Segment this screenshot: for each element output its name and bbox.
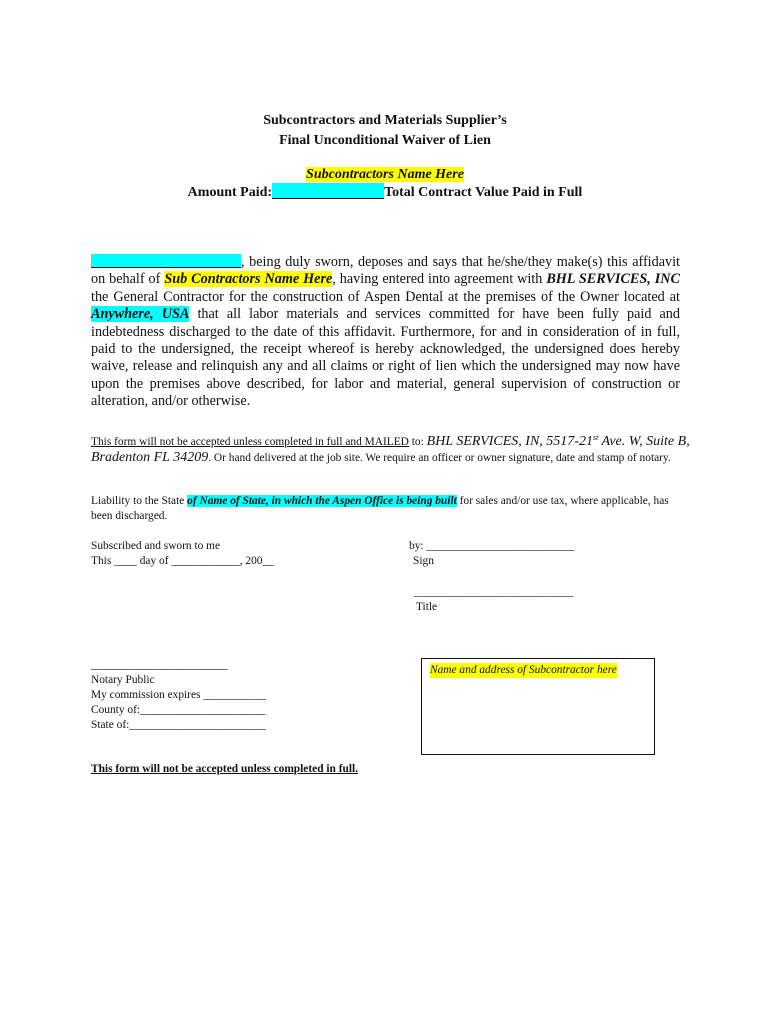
sign-label: Sign xyxy=(413,555,434,567)
mailing-address-sup: st xyxy=(592,433,599,442)
name-address-placeholder: Name and address of Subcontractor here xyxy=(430,664,617,676)
amount-label: Amount Paid: xyxy=(187,185,273,200)
liability-prefix: Liability to the State xyxy=(91,495,188,507)
mailing-address-b: Ave. W, Suite B, Bradenton FL 34209 xyxy=(91,433,690,465)
subcontractor-name-placeholder[interactable]: Subcontractors Name Here xyxy=(306,167,464,182)
sworn-date-line[interactable]: This ____ day of ____________, 200__ xyxy=(91,555,274,567)
mailing-address-a: BHL SERVICES, IN, 5517-21 xyxy=(426,433,593,449)
title-label: Title xyxy=(416,601,438,613)
affidavit-text-4: that all labor materials and services committed for have been fully paid and indebtedness discharged to the date of this affidavit. Furthermore, for and in consideration of in full, paid to the undersigned, the receipt whereof is hereby acknowledged, the undersigned does hereby waive, release and relinquish any and all claims or right of lien which the undersigned may now have upon the premises above described, for labor and material, general supervision of construction or alteration, and/or otherwise. xyxy=(91,306,680,410)
notary-signature-line[interactable]: ________________________ xyxy=(91,659,228,671)
commission-expires-field[interactable]: My commission expires ___________ xyxy=(91,689,266,701)
notice-to: to: xyxy=(408,435,427,448)
affidavit-sub-name[interactable]: Sub Contractors Name Here xyxy=(164,271,333,288)
notary-block xyxy=(91,658,266,733)
state-field[interactable]: State of:________________________ xyxy=(91,719,266,731)
subcontractor-name-heading xyxy=(0,166,770,184)
signature-by-line[interactable]: by: __________________________ xyxy=(409,540,575,552)
affiant-name-field[interactable] xyxy=(91,254,241,268)
liability-suffix: for sales and/or use tax, where applicable, has been discharged. xyxy=(91,495,669,522)
affidavit-text-1: , being duly sworn, deposes and says that he/she/they make(s) this affidavit on behalf of xyxy=(91,254,680,288)
sworn-line-1: Subscribed and sworn to me xyxy=(91,540,221,552)
document-title xyxy=(0,111,770,151)
title-line-1: Subcontractors and Materials Supplier’s xyxy=(263,113,507,128)
subcontractor-address-box[interactable] xyxy=(421,658,655,755)
liability-statement xyxy=(91,494,671,524)
amount-paid-line xyxy=(0,183,770,202)
general-contractor-name: BHL SERVICES, INC xyxy=(546,271,681,288)
notary-public-label: Notary Public xyxy=(91,674,155,686)
title-block xyxy=(414,585,573,615)
title-line-2: Final Unconditional Waiver of Lien xyxy=(279,133,491,148)
county-field[interactable]: County of:______________________ xyxy=(91,704,266,716)
signature-block xyxy=(409,539,574,569)
affidavit-paragraph xyxy=(91,254,680,411)
affidavit-text-3: the General Contractor for the construction of Aspen Dental at the premises of the Owner located at xyxy=(91,288,680,305)
footer-warning: This form will not be accepted unless completed in full. xyxy=(91,763,359,775)
mailing-notice xyxy=(91,430,691,466)
amount-suffix: Total Contract Value Paid in Full xyxy=(384,185,583,200)
title-field-line[interactable]: ____________________________ xyxy=(414,586,574,598)
amount-field[interactable] xyxy=(272,183,384,199)
state-placeholder[interactable]: of Name of State, in which the Aspen Office is being built xyxy=(187,495,457,507)
notice-underlined: This form will not be accepted unless completed in full and MAILED xyxy=(91,435,409,448)
subscribed-sworn-block xyxy=(91,539,274,569)
premises-location[interactable]: Anywhere, USA xyxy=(91,306,190,323)
notice-rest: . Or hand delivered at the job site. We require an officer or owner signature, date and stamp of notary. xyxy=(208,451,671,464)
affidavit-text-2: , having entered into agreement with xyxy=(332,271,547,288)
